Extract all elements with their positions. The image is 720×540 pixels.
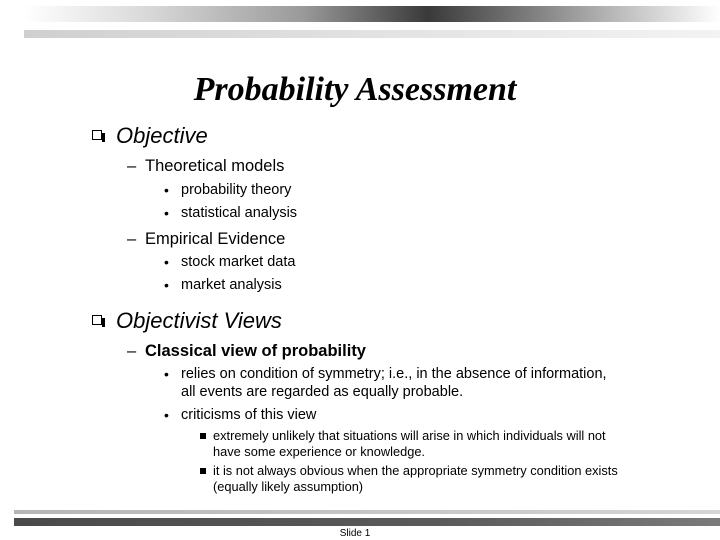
list-item-text: stock market data [181,254,296,270]
sub-list-item-text: extremely unlikely that situations will arise in which individuals will not have some experience or knowledge. [213,428,606,459]
slide-number: Slide 1 [339,528,371,539]
section-heading-text: Objectivist Views [116,308,282,333]
dot-bullet-icon: • [164,182,169,198]
section-heading-objectivist-views [116,308,282,334]
top-thin-bar [24,30,720,38]
dot-bullet-icon: • [164,366,169,382]
list-item [164,406,621,424]
dash-bullet-icon: – [127,230,137,248]
sub-list-item-text: it is not always obvious when the appropriate symmetry condition exists (equally likely assumption) [213,463,618,494]
section-heading-objective [116,123,208,149]
square-bullet-icon [200,433,206,439]
checkbox-bullet-icon [92,315,102,325]
dot-bullet-icon: • [164,205,169,221]
list-item [164,253,621,271]
checkbox-bullet-icon [92,130,102,140]
bottom-thin-bar [14,510,720,514]
sub-heading [127,229,286,249]
square-bullet-icon [200,468,206,474]
list-item [164,204,621,222]
list-item [164,181,621,199]
dot-bullet-icon: • [164,254,169,270]
list-item-text: probability theory [181,182,292,198]
sub-heading-text: Classical view of probability [145,342,366,360]
list-item-text: market analysis [181,277,282,293]
sub-heading-text: Theoretical models [145,157,285,175]
sub-list-item [213,428,633,460]
top-gradient-bar [24,6,720,22]
sub-list-item [213,463,633,495]
sub-heading [127,341,366,361]
list-item-text: statistical analysis [181,205,298,221]
slide-title: Probability Assessment [193,71,517,108]
list-item [164,276,621,294]
bottom-bar [14,518,720,526]
dash-bullet-icon: – [127,342,137,360]
list-item-text: criticisms of this view [181,407,317,423]
list-item [164,365,621,401]
dot-bullet-icon: • [164,407,169,423]
dot-bullet-icon: • [164,277,169,293]
dash-bullet-icon: – [127,157,137,175]
list-item-text: relies on condition of symmetry; i.e., in the absence of information, all events are regarded as equally probable. [181,366,607,400]
sub-heading-text: Empirical Evidence [145,230,286,248]
sub-heading [127,156,285,176]
section-heading-text: Objective [116,123,208,148]
